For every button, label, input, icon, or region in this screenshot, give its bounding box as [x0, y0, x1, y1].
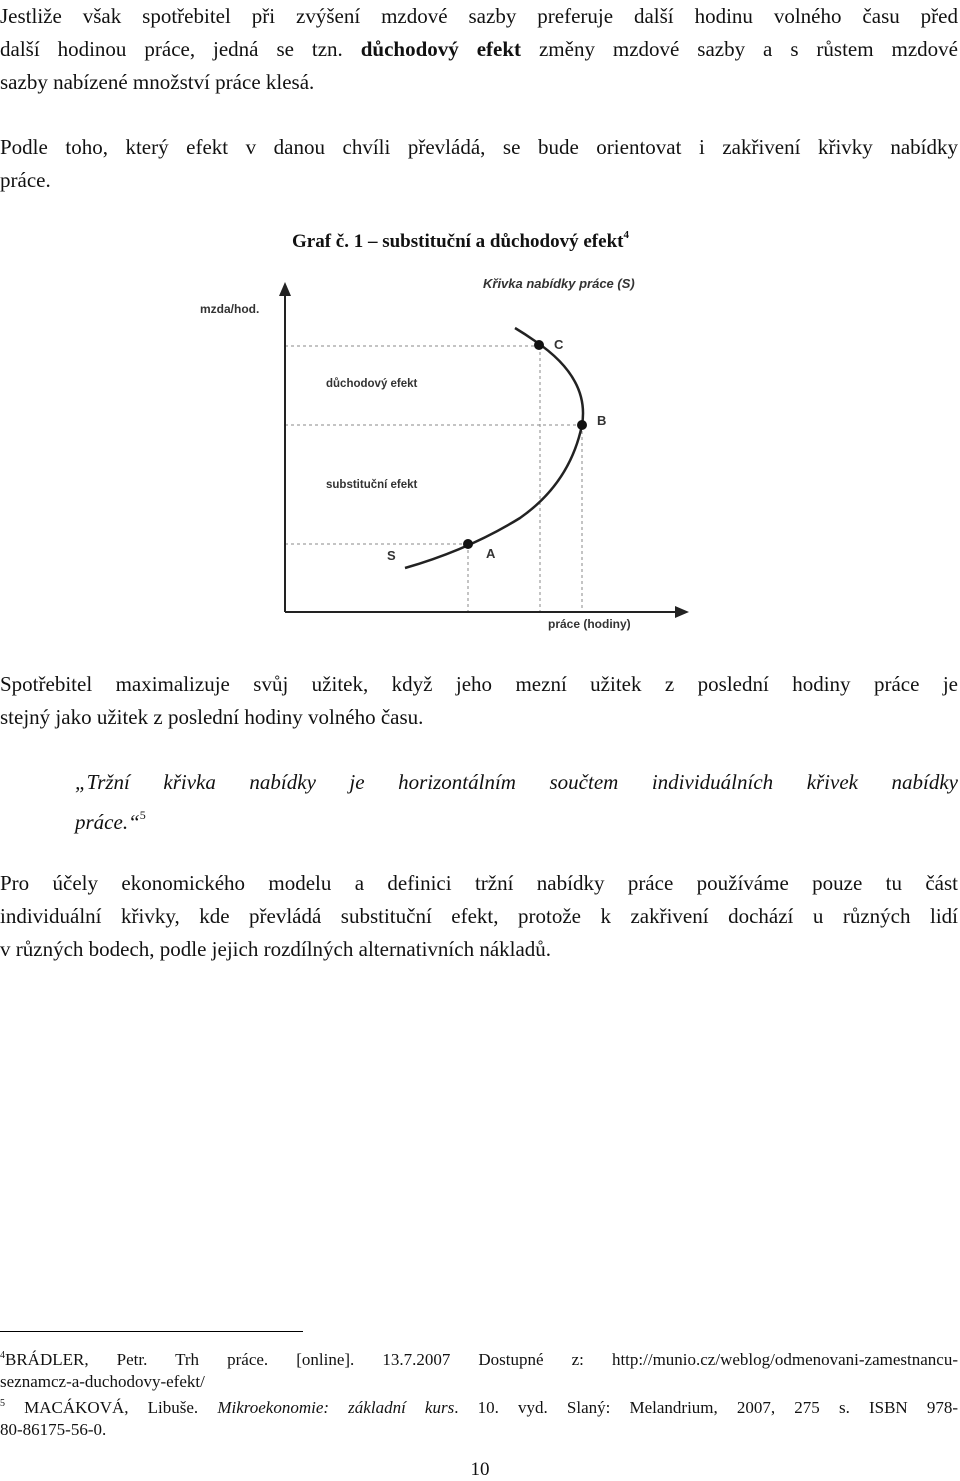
footnote-ref: 4	[623, 229, 629, 241]
text-line: Spotřebitel maximalizuje svůj užitek, když jeho mezní užitek z poslední hodiny práce je	[0, 672, 958, 696]
text-line: sazby nabízené množství práce klesá.	[0, 70, 315, 94]
point-s-label: S	[387, 548, 396, 563]
quotation	[75, 766, 958, 839]
text-line: Jestliže však spotřebitel při zvýšení mzdové sazby preferuje další hodinu volného času před	[0, 4, 958, 28]
substitution-effect-label: substituční efekt	[326, 479, 418, 491]
paragraph-income-effect	[0, 0, 958, 99]
text-line: v různých bodech, podle jejich rozdílných alternativních nákladů.	[0, 937, 552, 961]
footnote-line: seznamcz-a-duchodovy-efekt/	[0, 1372, 205, 1391]
paragraph-curve-shape	[0, 131, 958, 197]
footnote-mark: 5	[0, 1398, 5, 1409]
text-line: Pro účely ekonomického modelu a definici tržní nabídky práce používáme pouze tu část	[0, 871, 958, 895]
text-fragment: MACÁKOVÁ, Libuše.	[5, 1398, 218, 1417]
quote-line	[75, 799, 958, 839]
point-b-label: B	[597, 413, 607, 428]
text-line: stejný jako užitek z poslední hodiny volného času.	[0, 705, 424, 729]
x-axis-label: práce (hodiny)	[548, 617, 631, 631]
point-c-label: C	[554, 337, 564, 352]
y-axis-arrow-icon	[279, 282, 291, 296]
footnote-4	[0, 1345, 958, 1393]
y-axis-label: mzda/hod.	[200, 302, 260, 316]
text-line: práce.	[0, 168, 51, 192]
footnote-ref: 5	[139, 808, 146, 822]
income-effect-label: důchodový efekt	[326, 378, 418, 390]
curve-label: Křivka nabídky práce (S)	[483, 276, 635, 291]
text-fragment: další hodinou práce, jedná se tzn.	[0, 37, 361, 61]
text-fragment: práce.“	[75, 810, 140, 834]
text-fragment: . 10. vyd. Slaný: Melandrium, 2007, 275 s. ISBN 978-	[454, 1398, 958, 1417]
point-a-label: A	[486, 546, 496, 561]
text-line	[0, 33, 958, 66]
footnote-mark: 4	[0, 1350, 5, 1361]
footnote-separator	[0, 1331, 303, 1332]
quote-line: „Tržní křivka nabídky je horizontálním součtem individuálních křivek nabídky	[75, 770, 958, 794]
point-a	[463, 539, 473, 549]
point-c	[534, 340, 544, 350]
supply-curve	[405, 328, 583, 568]
footnote-line: 80-86175-56-0.	[0, 1420, 107, 1439]
page-number: 10	[470, 1459, 490, 1480]
text-fragment: BRÁDLER, Petr. Trh práce. [online]. 13.7.2007 Dostupné z: http://munio.cz/weblog/odmenovani-zamestnancu-	[5, 1350, 958, 1369]
footnote-line	[0, 1345, 958, 1371]
point-b	[577, 420, 587, 430]
figure-caption	[292, 229, 629, 253]
text-line: Podle toho, který efekt v danou chvíli převládá, se bude orientovat i zakřivení křivky nabídky	[0, 135, 958, 159]
footnote-line	[0, 1393, 958, 1419]
bold-term: důchodový efekt	[360, 37, 522, 61]
text-line: individuální křivky, kde převládá substituční efekt, protože k zakřivení dochází u různých lidí	[0, 904, 958, 928]
text-fragment: změny mzdové sazby a s růstem mzdové	[521, 37, 959, 61]
book-title: Mikroekonomie: základní kurs	[217, 1398, 455, 1417]
labor-supply-figure	[190, 268, 720, 638]
labor-supply-diagram	[190, 268, 720, 638]
paragraph-utility	[0, 668, 958, 734]
caption-text: Graf č. 1 – substituční a důchodový efekt	[292, 231, 624, 252]
footnote-5	[0, 1393, 958, 1441]
paragraph-market-model	[0, 867, 958, 966]
x-axis-arrow-icon	[675, 606, 689, 618]
